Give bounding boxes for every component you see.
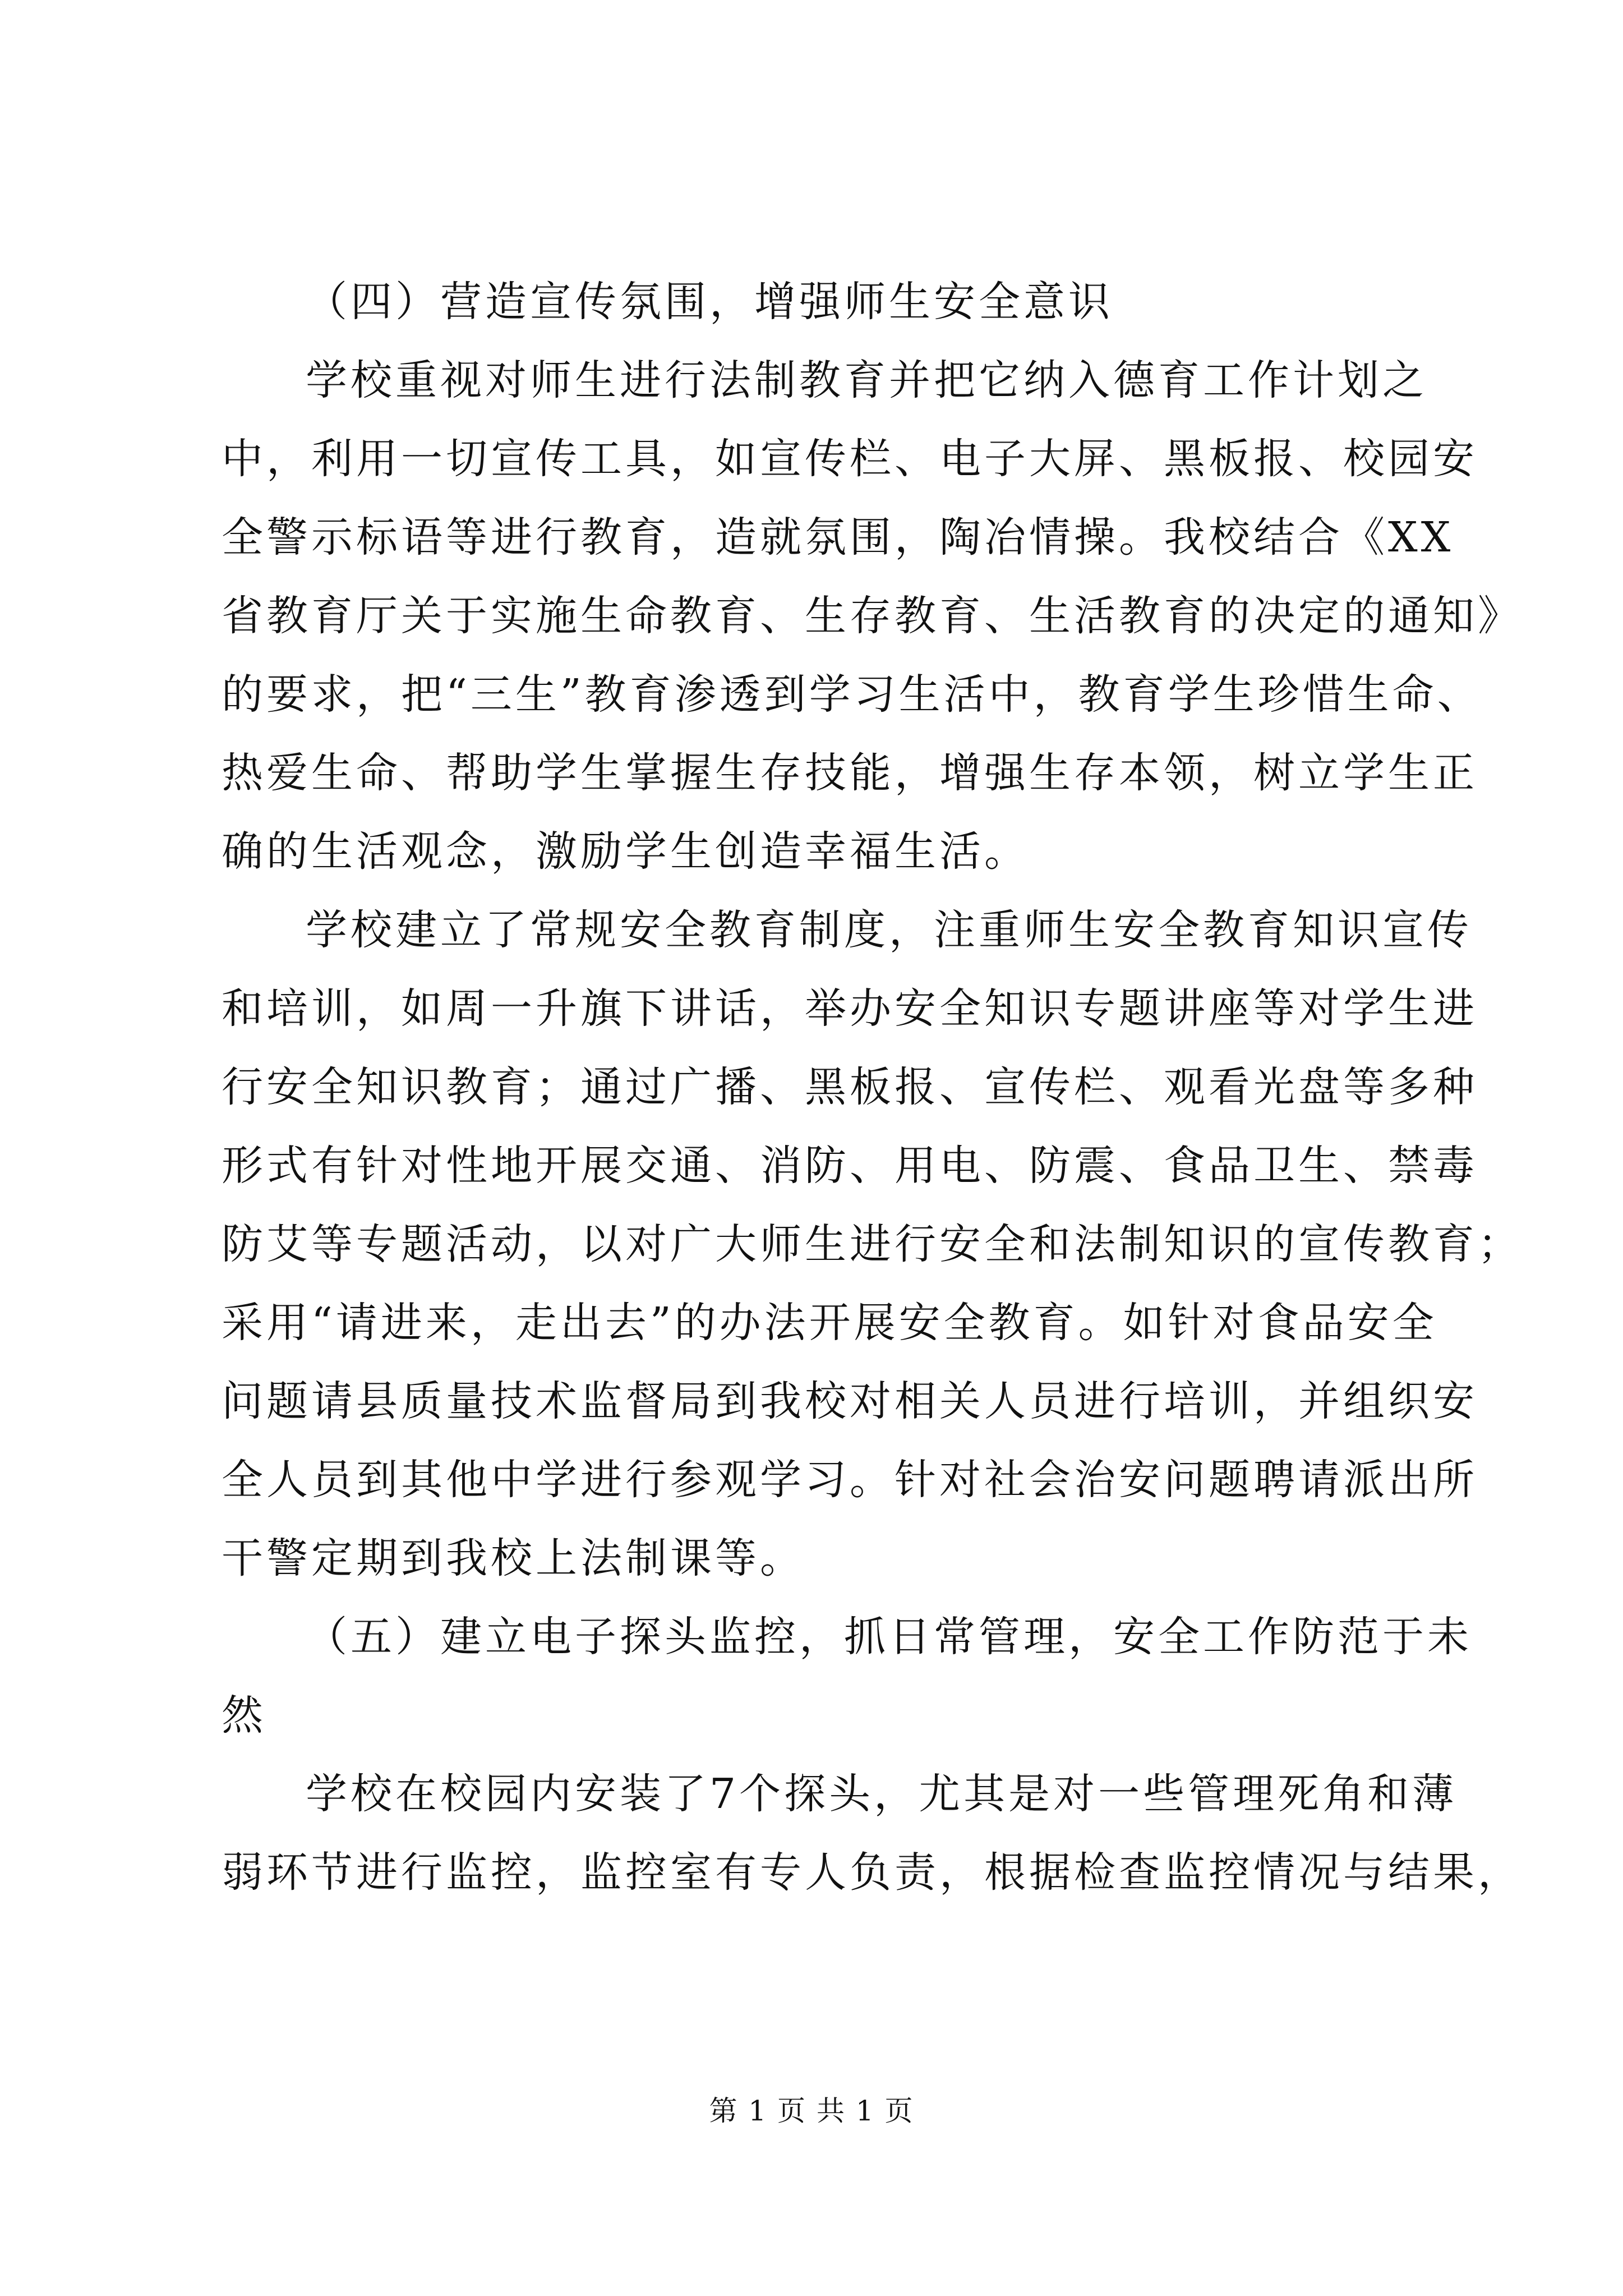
paragraph-line: 问题请县质量技术监督局到我校对相关人员进行培训，并组织安 <box>222 1377 1478 1425</box>
section-heading-4: （四）营造宣传氛围，增强师生安全意识 <box>306 278 1113 326</box>
paragraph-line: 全警示标语等进行教育，造就氛围，陶冶情操。我校结合《XX <box>222 513 1454 562</box>
paragraph-line: 确的生活观念，激励学生创造幸福生活。 <box>222 827 1029 876</box>
paragraph-line: 采用“请进来，走出去”的办法开展安全教育。如针对食品安全 <box>222 1299 1437 1347</box>
paragraph-line: 防艾等专题活动，以对广大师生进行安全和法制知识的宣传教育； <box>222 1220 1523 1268</box>
paragraph-line: 学校建立了常规安全教育制度，注重师生安全教育知识宣传 <box>306 906 1472 954</box>
paragraph-line: 学校重视对师生进行法制教育并把它纳入德育工作计划之 <box>306 356 1427 404</box>
page-footer: 第 1 页 共 1 页 <box>709 2095 914 2127</box>
paragraph-line: 行安全知识教育；通过广播、黑板报、宣传栏、观看光盘等多种 <box>222 1063 1478 1111</box>
paragraph-line: 热爱生命、帮助学生掌握生存技能，增强生存本领，树立学生正 <box>222 749 1478 797</box>
section-heading-5: （五）建立电子探头监控，抓日常管理，安全工作防范于未 <box>306 1613 1472 1661</box>
paragraph-line: 干警定期到我校上法制课等。 <box>222 1534 805 1582</box>
paragraph-line: 中，利用一切宣传工具，如宣传栏、电子大屏、黑板报、校园安 <box>222 435 1478 483</box>
paragraph-line: 全人员到其他中学进行参观学习。针对社会治安问题聘请派出所 <box>222 1456 1478 1504</box>
paragraph-line: 省教育厅关于实施生命教育、生存教育、生活教育的决定的通知》 <box>222 592 1523 640</box>
section-heading-5-continuation: 然 <box>222 1691 266 1740</box>
paragraph-line: 的要求，把“三生”教育渗透到学习生活中，教育学生珍惜生命、 <box>222 670 1482 719</box>
paragraph-line: 弱环节进行监控，监控室有专人负责，根据检查监控情况与结果， <box>222 1848 1523 1897</box>
paragraph-line: 形式有针对性地开展交通、消防、用电、防震、食品卫生、禁毒 <box>222 1142 1478 1190</box>
paragraph-line: 学校在校园内安装了7个探头，尤其是对一些管理死角和薄 <box>306 1770 1458 1818</box>
document-body <box>222 263 1523 1912</box>
paragraph-line: 和培训，如周一升旗下讲话，举办安全知识专题讲座等对学生进 <box>222 984 1478 1033</box>
